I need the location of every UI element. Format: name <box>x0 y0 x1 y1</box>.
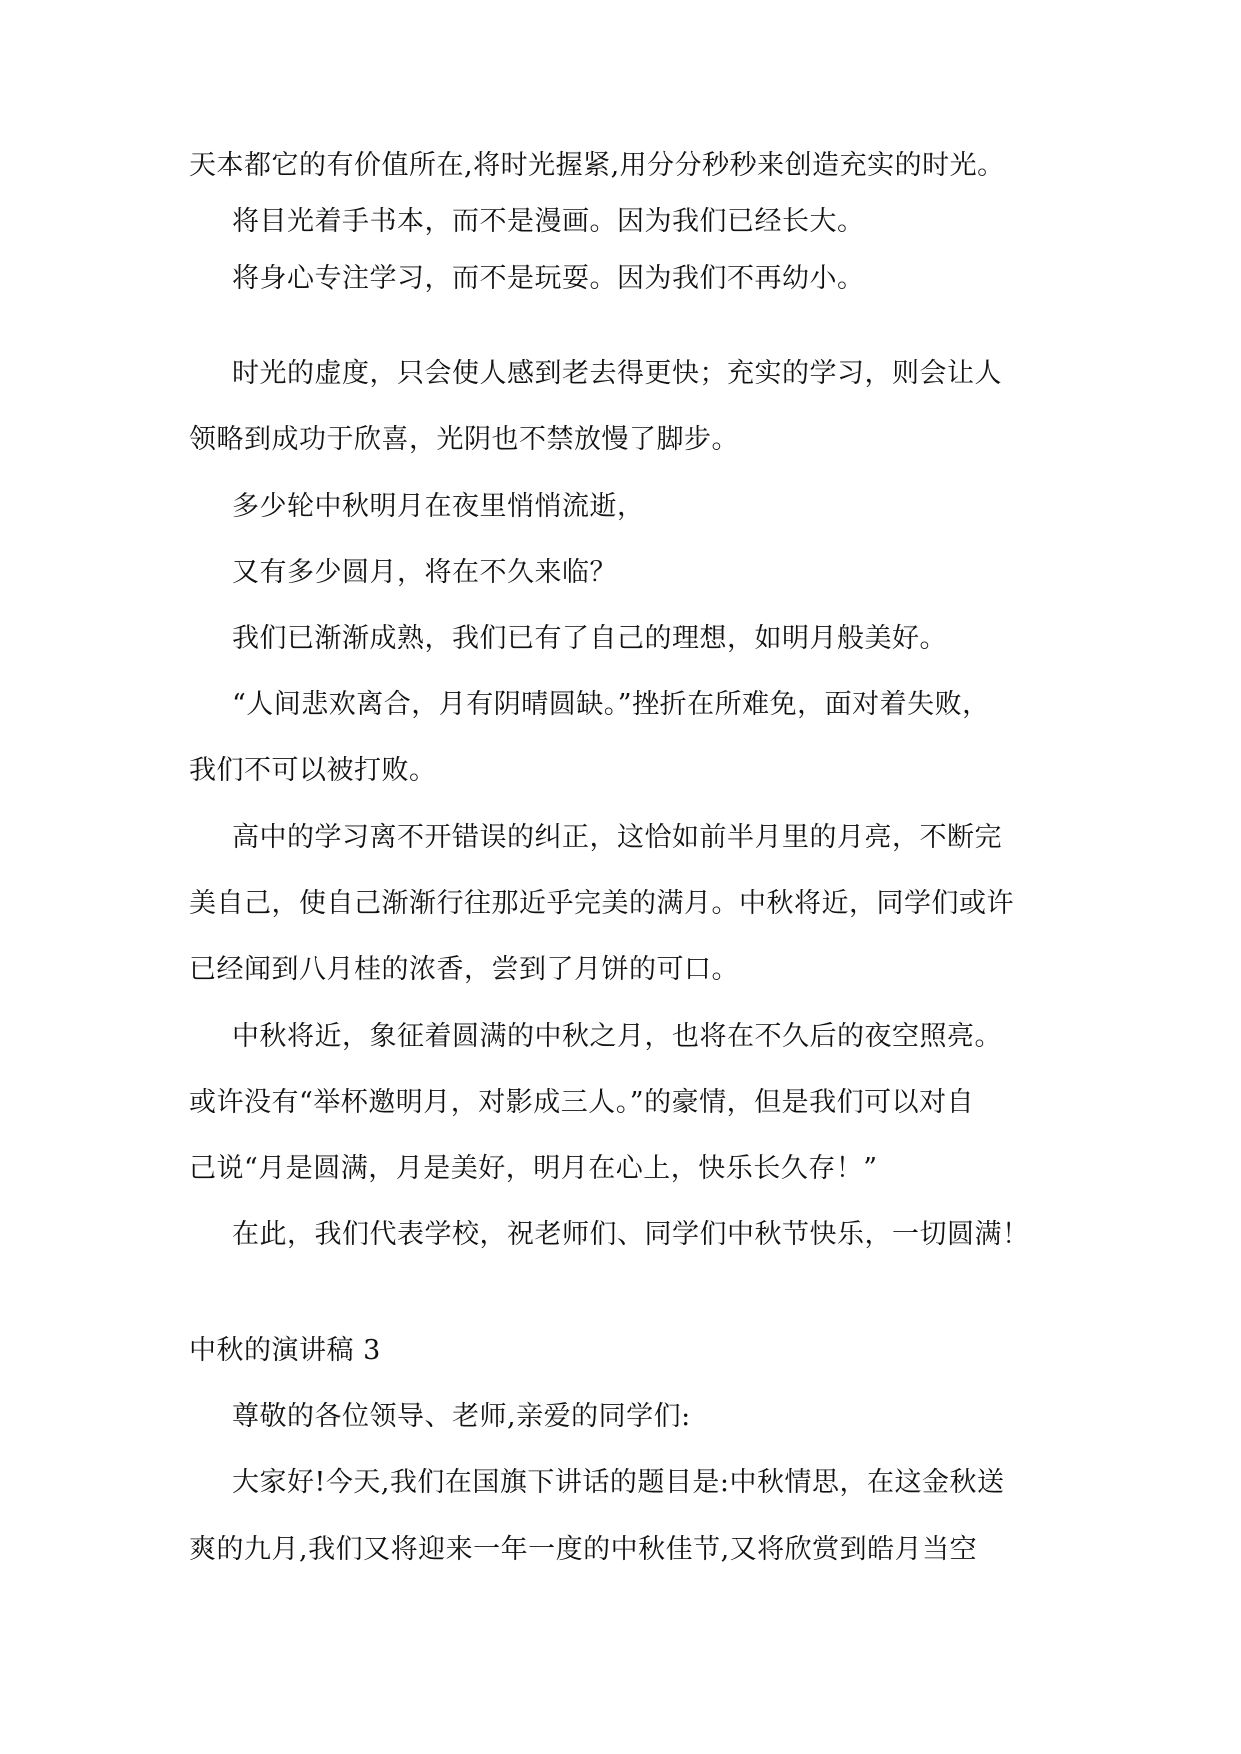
paragraph-line: 我们不可以被打败。 <box>189 755 437 786</box>
paragraph-line: “人间悲欢离合，月有阴晴圆缺。”挫折在所难免，面对着失败， <box>232 689 990 720</box>
paragraph-line: 已经闻到八月桂的浓香，尝到了月饼的可口。 <box>189 954 739 985</box>
salutation-line: 尊敬的各位领导、老师,亲爱的同学们: <box>232 1401 691 1432</box>
paragraph-line: 多少轮中秋明月在夜里悄悄流逝， <box>232 491 645 522</box>
paragraph-line: 高中的学习离不开错误的纠正，这恰如前半月里的月亮，不断完 <box>232 822 1002 853</box>
paragraph-line: 中秋将近，象征着圆满的中秋之月，也将在不久后的夜空照亮。 <box>232 1021 1002 1052</box>
paragraph-line: 美自己，使自己渐渐行往那近乎完美的满月。中秋将近，同学们或许 <box>189 888 1014 919</box>
paragraph-line: 又有多少圆月，将在不久来临？ <box>232 557 617 588</box>
paragraph-line: 我们已渐渐成熟，我们已有了自己的理想，如明月般美好。 <box>232 623 947 654</box>
paragraph-line: 在此，我们代表学校，祝老师们、同学们中秋节快乐，一切圆满！ <box>232 1219 1030 1250</box>
section-heading: 中秋的演讲稿 3 <box>189 1335 381 1366</box>
paragraph-line: 己说“月是圆满，月是美好，明月在心上，快乐长久存！” <box>189 1153 878 1184</box>
paragraph-line: 天本都它的有价值所在,将时光握紧,用分分秒秒来创造充实的时光。 <box>189 150 1005 181</box>
paragraph-line: 时光的虚度，只会使人感到老去得更快；充实的学习，则会让人 <box>232 358 1002 389</box>
paragraph-line: 将目光着手书本，而不是漫画。因为我们已经长大。 <box>232 206 865 237</box>
paragraph-line: 或许没有“举杯邀明月，对影成三人。”的豪情，但是我们可以对自 <box>189 1087 975 1118</box>
paragraph-line: 将身心专注学习，而不是玩耍。因为我们不再幼小。 <box>232 263 865 294</box>
paragraph-line: 大家好!今天,我们在国旗下讲话的题目是:中秋情思，在这金秋送 <box>232 1467 1005 1498</box>
paragraph-line: 领略到成功于欣喜，光阴也不禁放慢了脚步。 <box>189 424 739 455</box>
paragraph-line: 爽的九月,我们又将迎来一年一度的中秋佳节,又将欣赏到皓月当空 <box>189 1534 978 1565</box>
